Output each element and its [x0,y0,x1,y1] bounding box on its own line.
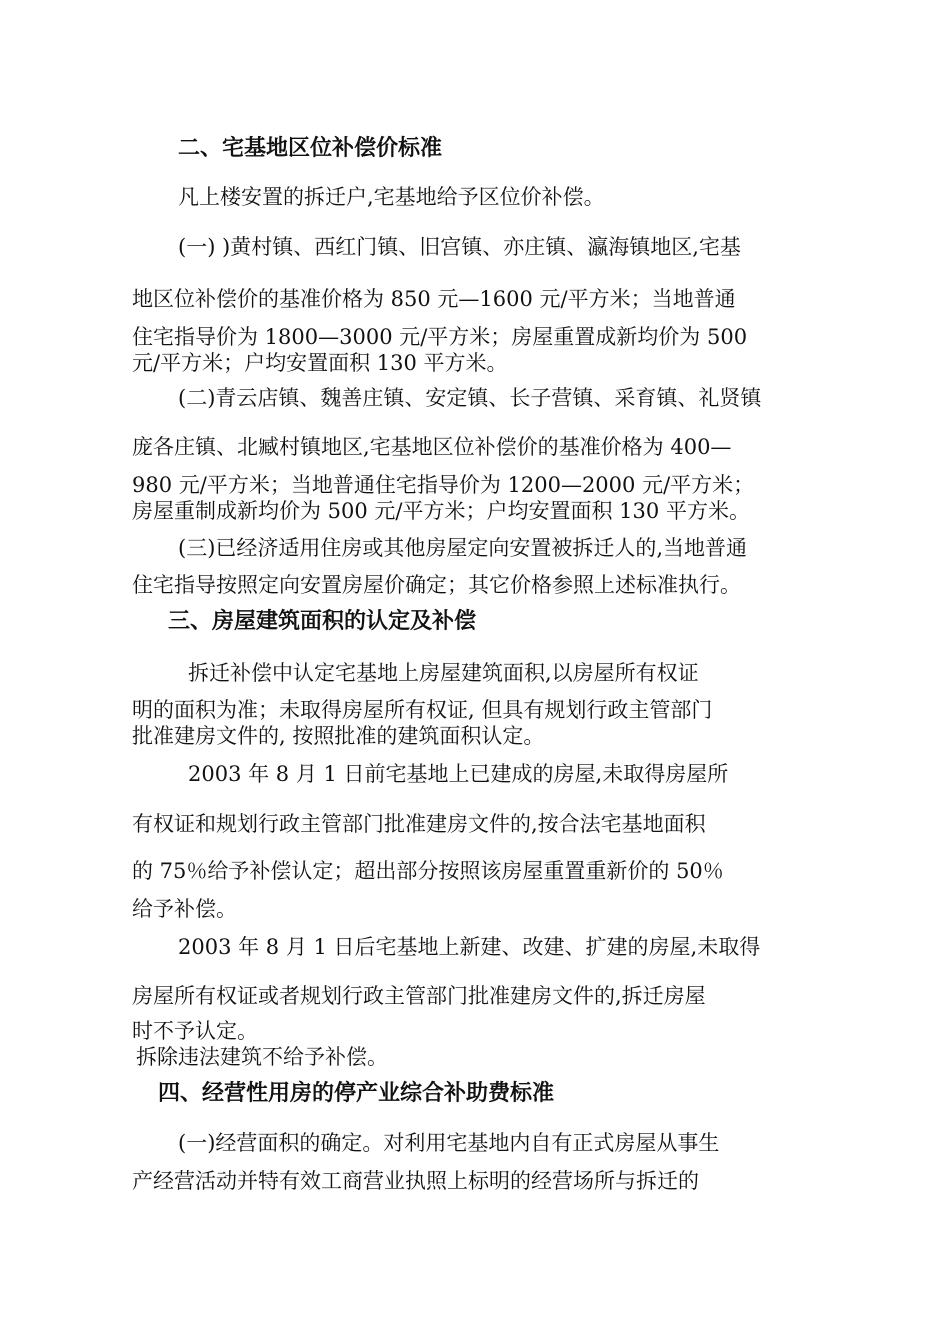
section-4-heading: 四、经营性用房的停产业综合补助费标准 [158,1081,555,1106]
paragraph-line: 房屋所有权证或者规划行政主管部门批准建房文件的,拆迁房屋 [132,984,706,1008]
paragraph-line: 2003 年 8 月 1 日后宅基地上新建、改建、扩建的房屋,未取得 [178,935,761,959]
paragraph-line: 有权证和规划行政主管部门批准建房文件的,按合法宅基地面积 [132,812,706,836]
section-2-intro: 凡上楼安置的拆迁户,宅基地给予区位价补偿。 [178,185,605,209]
paragraph-line: 2003 年 8 月 1 日前宅基地上已建成的房屋,未取得房屋所 [188,762,729,786]
paragraph-line: 明的面积为准；未取得房屋所有权证, 但具有规划行政主管部门 [132,698,713,722]
paragraph-line: 产经营活动并特有效工商营业执照上标明的经营场所与拆迁的 [132,1169,699,1193]
paragraph-line: 给予补偿。 [132,897,237,921]
paragraph-line: 批准建房文件的, 按照批准的建筑面积认定。 [132,724,545,748]
paragraph-line: 住宅指导价为 1800—3000 元/平方米；房屋重置成新均价为 500 [132,325,748,349]
paragraph-line: (三)已经济适用住房或其他房屋定向安置被拆迁人的,当地普通 [178,536,748,560]
paragraph-line: (一) )黄村镇、西红门镇、旧宫镇、亦庄镇、瀛海镇地区,宅基 [178,235,741,259]
paragraph-line: 的 75％给予补偿认定；超出部分按照该房屋重置重新价的 50％ [132,859,724,883]
paragraph-line: (二)青云店镇、魏善庄镇、安定镇、长子营镇、采育镇、礼贤镇 [178,386,762,410]
paragraph-line: 980 元/平方米；当地普通住宅指导价为 1200—2000 元/平方米； [132,473,755,497]
paragraph-line: 房屋重制成新均价为 500 元/平方米；户均安置面积 130 平方米。 [132,499,750,523]
paragraph-line: 地区位补偿价的基准价格为 850 元—1600 元/平方米；当地普通 [132,287,736,311]
section-3-heading: 三、房屋建筑面积的认定及补偿 [168,609,477,634]
paragraph-line: (一)经营面积的确定。对利用宅基地内自有正式房屋从事生 [178,1131,720,1155]
section-2-heading: 二、宅基地区位补偿价标准 [178,136,443,161]
paragraph-line: 时不予认定。 [132,1019,258,1043]
paragraph-line: 拆迁补偿中认定宅基地上房屋建筑面积,以房屋所有权证 [188,661,699,685]
paragraph-line: 元/平方米；户均安置面积 130 平方米。 [132,351,508,375]
paragraph-line: 拆除违法建筑不给予补偿。 [136,1045,388,1069]
paragraph-line: 庞各庄镇、北臧村镇地区,宅基地区位补偿价的基准价格为 400— [132,435,732,459]
paragraph-line: 住宅指导按照定向安置房屋价确定；其它价格参照上述标准执行。 [132,573,741,597]
